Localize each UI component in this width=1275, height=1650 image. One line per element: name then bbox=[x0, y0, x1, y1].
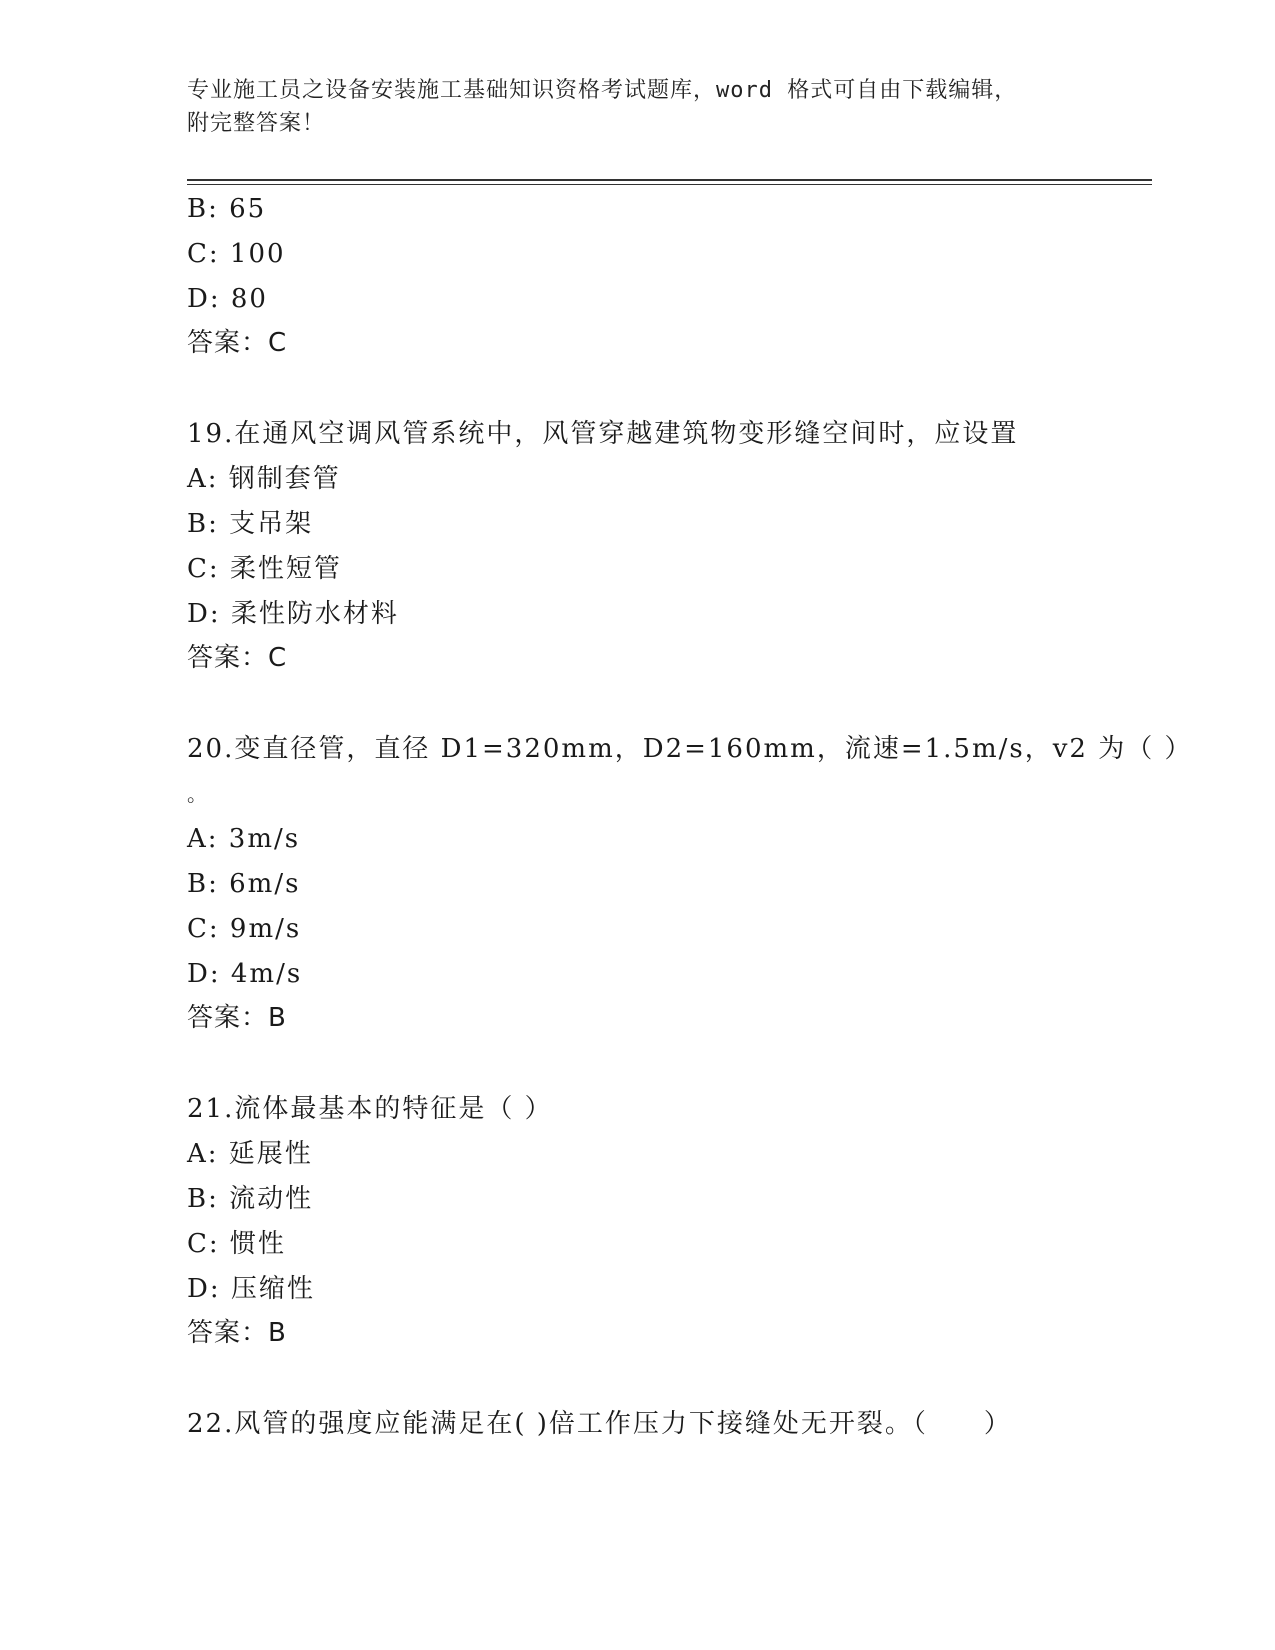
q20-option-d: D: 4m/s bbox=[187, 959, 303, 989]
q20-option-c: C: 9m/s bbox=[187, 914, 302, 944]
header-line-1: 专业施工员之设备安装施工基础知识资格考试题库，word 格式可自由下载编辑， bbox=[187, 78, 1018, 103]
q18-option-b: B: 65 bbox=[187, 194, 267, 224]
q19-option-a: A: 钢制套管 bbox=[187, 464, 341, 494]
q21-answer: 答案：B bbox=[187, 1318, 287, 1348]
document-header bbox=[187, 74, 1087, 140]
q20-answer: 答案：B bbox=[187, 1003, 287, 1033]
q22-question: 22.风管的强度应能满足在( )倍工作压力下接缝处无开裂。（ ） bbox=[187, 1409, 1012, 1439]
q20-option-a: A: 3m/s bbox=[187, 824, 301, 854]
q18-answer: 答案：C bbox=[187, 328, 288, 358]
q18-option-c: C: 100 bbox=[187, 239, 286, 269]
q21-option-b: B: 流动性 bbox=[187, 1184, 314, 1214]
header-divider-thin bbox=[187, 184, 1152, 185]
q19-answer: 答案：C bbox=[187, 643, 288, 673]
q20-question: 20.变直径管，直径 D1=320mm，D2=160mm，流速=1.5m/s，v2 为（ ） bbox=[187, 734, 1193, 764]
q19-option-d: D: 柔性防水材料 bbox=[187, 599, 399, 629]
q20-option-b: B: 6m/s bbox=[187, 869, 301, 899]
q19-question: 19.在通风空调风管系统中，风管穿越建筑物变形缝空间时，应设置 bbox=[187, 419, 1019, 449]
q21-option-d: D: 压缩性 bbox=[187, 1274, 315, 1304]
header-divider-thick bbox=[187, 179, 1152, 181]
header-line-2: 附完整答案！ bbox=[187, 111, 326, 136]
q18-option-d: D: 80 bbox=[187, 284, 268, 314]
q21-option-c: C: 惯性 bbox=[187, 1229, 286, 1259]
q21-option-a: A: 延展性 bbox=[187, 1139, 313, 1169]
q21-question: 21.流体最基本的特征是（ ） bbox=[187, 1094, 553, 1124]
q19-option-c: C: 柔性短管 bbox=[187, 554, 342, 584]
q19-option-b: B: 支吊架 bbox=[187, 509, 314, 539]
q20-question-cont: 。 bbox=[187, 782, 209, 806]
